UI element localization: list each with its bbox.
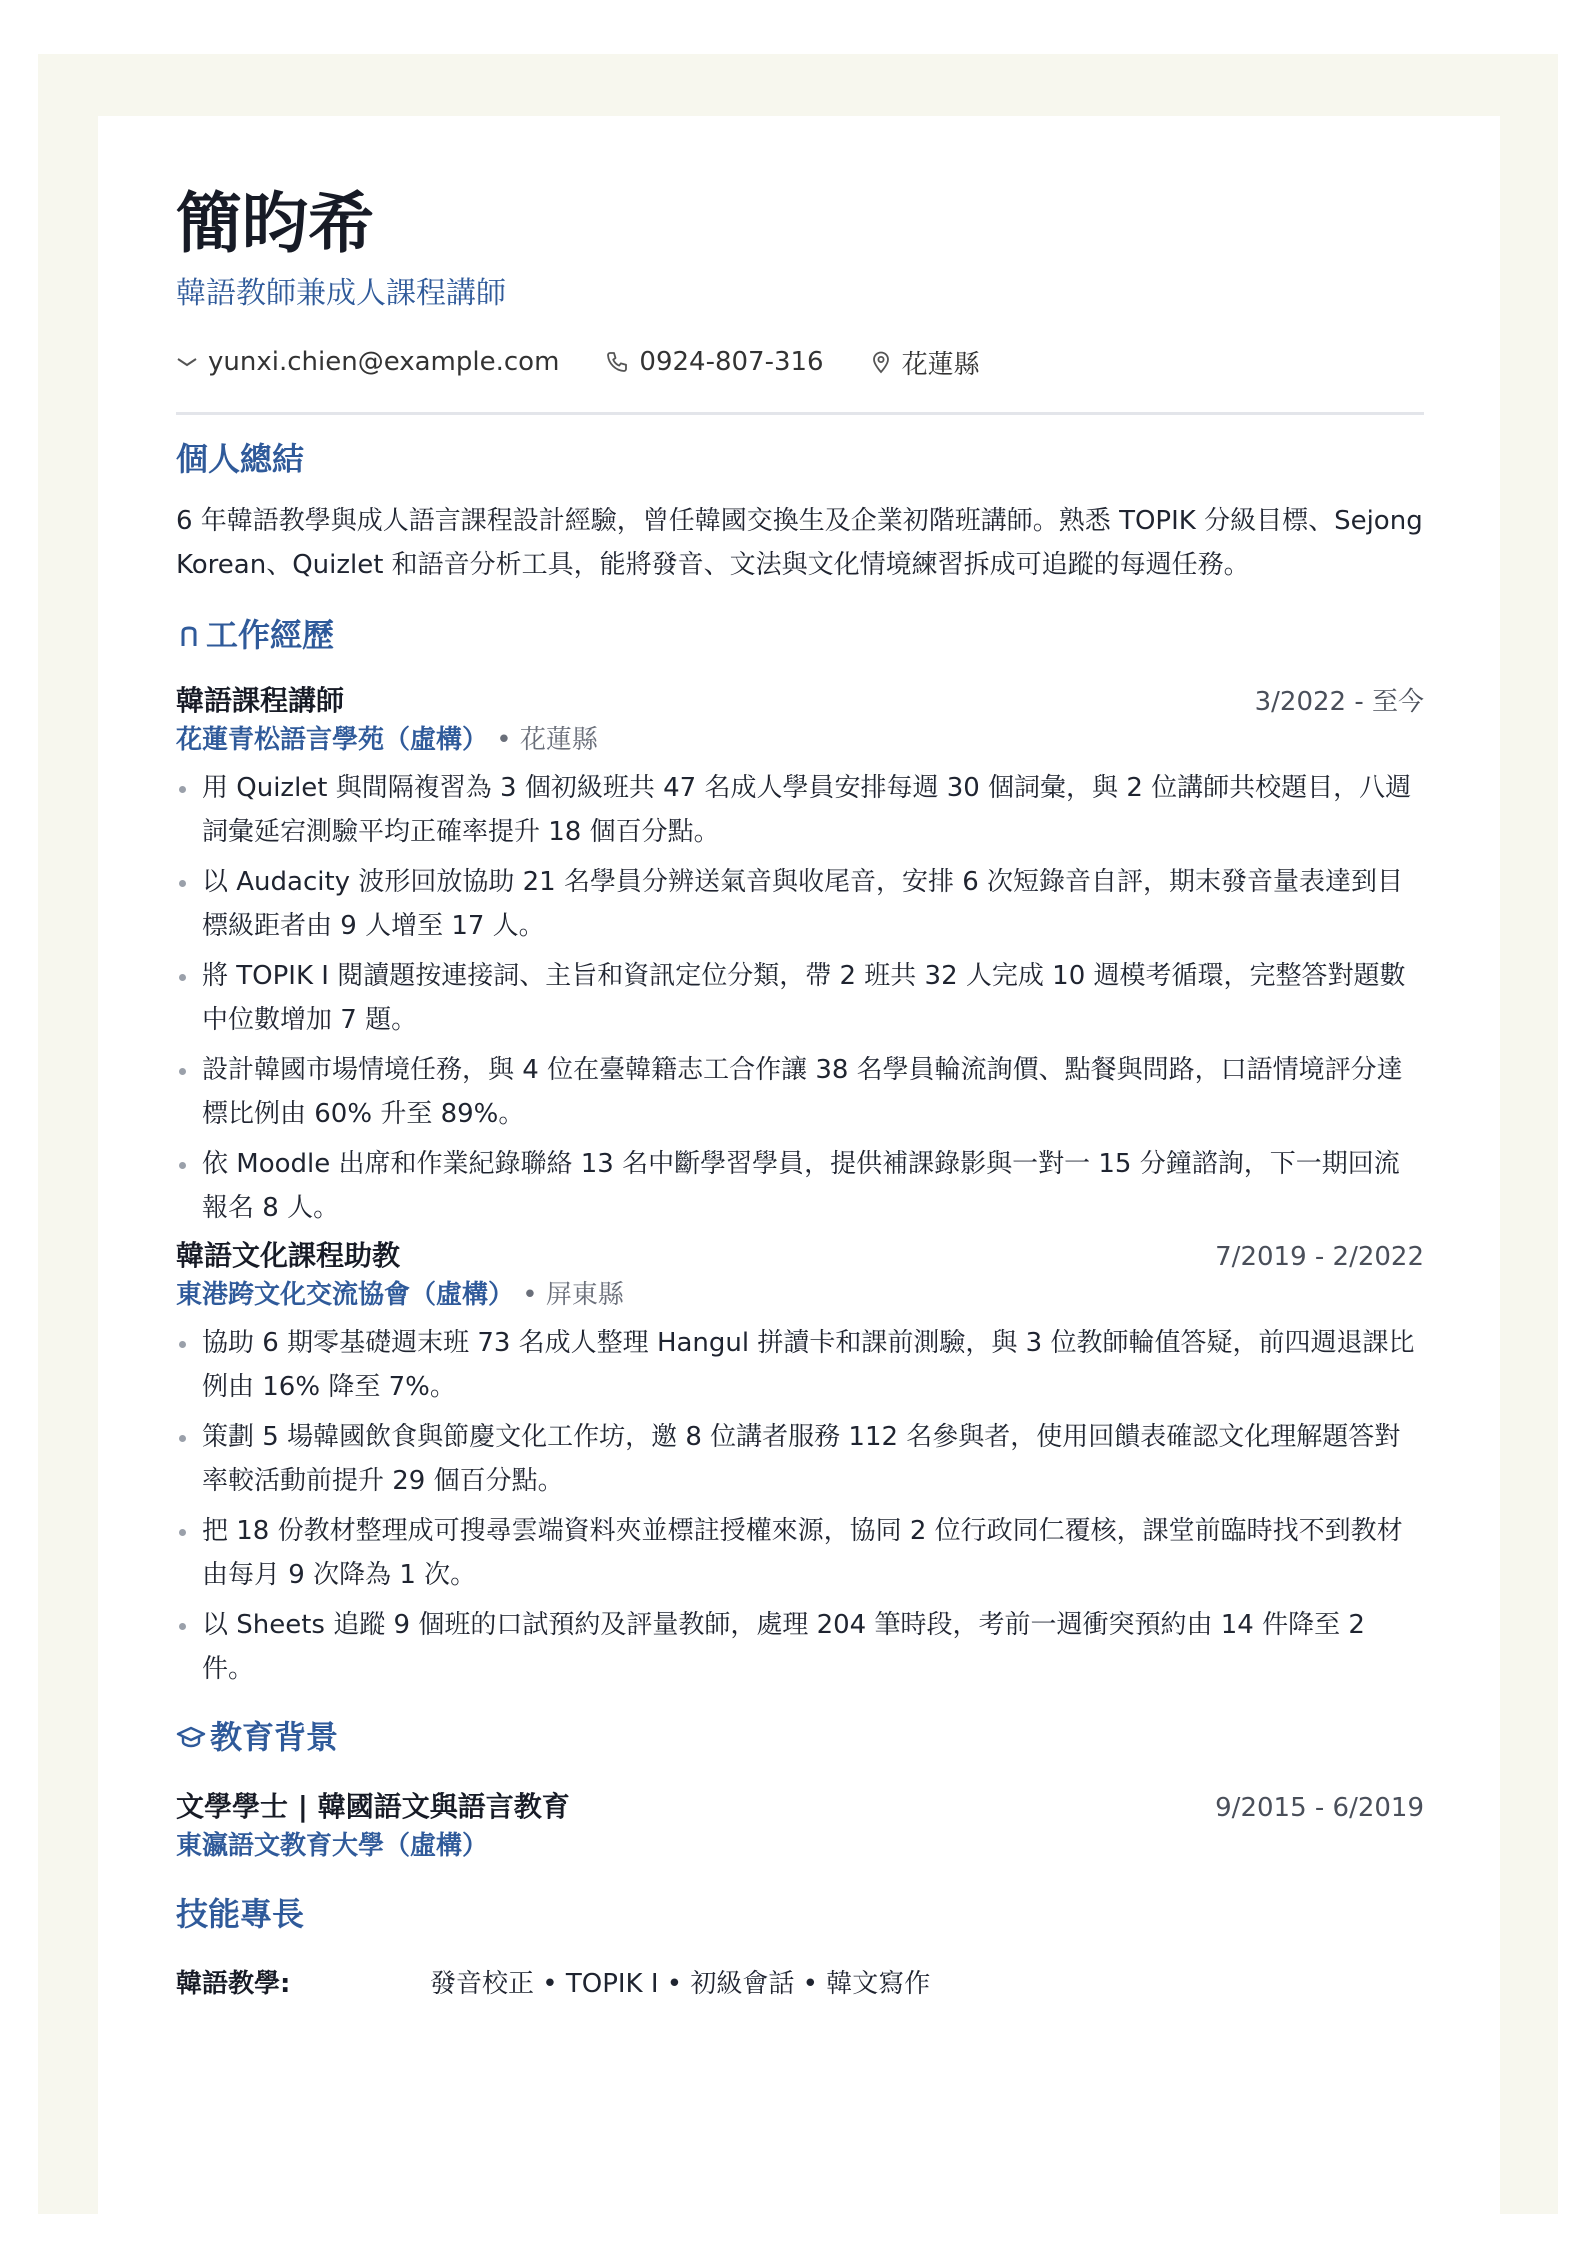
briefcase-icon	[176, 620, 202, 650]
summary-text: 6 年韓語教學與成人語言課程設計經驗，曾任韓國交換生及企業初階班講師。熟悉 TOPIK 分級目標、Sejong Korean、Quizlet 和語音分析工具，能將發音、文法與文化情境練習拆成可追蹤的每週任務。	[176, 506, 1423, 580]
candidate-name: 簡昀希	[176, 185, 374, 262]
job-org-line	[176, 722, 1424, 758]
job-bullet: 設計韓國市場情境任務，與 4 位在臺韓籍志工合作讓 38 名學員輪流詢價、點餐與問路，口語情境評分達標比例由 60% 升至 89%。	[176, 1048, 1424, 1136]
school-name: 東瀛語文教育大學（虛構）	[176, 1831, 489, 1861]
job-title: 韓語課程講師	[176, 684, 345, 717]
school-line	[176, 1828, 1424, 1864]
job-bullet: 依 Moodle 出席和作業紀錄聯絡 13 名中斷學習學員，提供補課錄影與一對一 15 分鐘諮詢，下一期回流報名 8 人。	[176, 1142, 1424, 1230]
contact-bar	[176, 342, 1424, 382]
degree: 文學學士 | 韓國語文與語言教育	[176, 1790, 570, 1823]
skill-category: 韓語教學:	[176, 1969, 291, 1999]
job-organization: 花蓮青松語言學苑（虛構）	[176, 725, 489, 755]
job-title: 韓語文化課程助教	[176, 1239, 401, 1272]
contact-phone[interactable]	[605, 347, 823, 377]
graduation-cap-icon	[176, 1723, 206, 1751]
location-pin-icon	[870, 350, 892, 374]
job-header	[176, 1236, 1424, 1277]
education-header	[176, 1787, 1424, 1828]
job-entry	[176, 681, 1424, 1230]
job-bullets	[176, 1321, 1424, 1691]
contact-email[interactable]	[176, 347, 559, 377]
job-date: 7/2019 - 2/2022	[1215, 1242, 1424, 1272]
job-bullet: 將 TOPIK I 閱讀題按連接詞、主旨和資訊定位分類，帶 2 班共 32 人完成 10 週模考循環，完整答對題數中位數增加 7 題。	[176, 954, 1424, 1042]
education-title-text: 教育背景	[210, 1718, 339, 1756]
education-entry	[176, 1787, 1424, 1864]
candidate-headline: 韓語教師兼成人課程講師	[176, 276, 506, 311]
job-bullet: 以 Audacity 波形回放協助 21 名學員分辨送氣音與收尾音，安排 6 次短錄音自評，期末發音量表達到目標級距者由 9 人增至 17 人。	[176, 860, 1424, 948]
job-org-line	[176, 1277, 1424, 1313]
job-entry	[176, 1236, 1424, 1691]
section-work-title	[176, 613, 1424, 657]
job-bullet: 協助 6 期零基礎週末班 73 名成人整理 Hangul 拼讀卡和課前測驗，與 3 位教師輪值答疑，前四週退課比例由 16% 降至 7%。	[176, 1321, 1424, 1409]
job-bullet: 用 Quizlet 與間隔複習為 3 個初級班共 47 名成人學員安排每週 30 個詞彙，與 2 位講師共校題目，八週詞彙延宕測驗平均正確率提升 18 個百分點。	[176, 766, 1424, 854]
skills-title-text: 技能專長	[176, 1895, 305, 1933]
summary-title-text: 個人總結	[176, 440, 305, 478]
job-location: • 屏東縣	[522, 1280, 624, 1310]
resume-content	[176, 184, 1424, 2004]
job-bullet: 策劃 5 場韓國飲食與節慶文化工作坊，邀 8 位講者服務 112 名參與者，使用回饋表確認文化理解題答對率較活動前提升 29 個百分點。	[176, 1415, 1424, 1503]
location-text: 花蓮縣	[901, 349, 980, 380]
phone-text: 0924-807-316	[639, 347, 824, 377]
email-text: yunxi.chien@example.com	[208, 347, 560, 377]
email-icon	[176, 351, 198, 373]
job-organization: 東港跨文化交流協會（虛構）	[176, 1280, 515, 1310]
skill-items: 發音校正 • TOPIK I • 初級會話 • 韓文寫作	[430, 1969, 931, 1999]
work-title-text: 工作經歷	[206, 616, 335, 654]
education-date: 9/2015 - 6/2019	[1215, 1793, 1424, 1823]
section-summary-title	[176, 437, 1424, 481]
section-skills-title	[176, 1892, 1424, 1936]
job-header	[176, 681, 1424, 722]
phone-icon	[605, 350, 629, 374]
section-education-title	[176, 1715, 1424, 1759]
job-date: 3/2022 - 至今	[1254, 687, 1424, 717]
skill-row	[176, 1964, 1424, 2004]
contact-location	[870, 344, 980, 381]
job-bullets	[176, 766, 1424, 1230]
job-bullet: 把 18 份教材整理成可搜尋雲端資料夾並標註授權來源，協同 2 位行政同仁覆核，課堂前臨時找不到教材由每月 9 次降為 1 次。	[176, 1509, 1424, 1597]
header-divider	[176, 412, 1424, 415]
job-location: • 花蓮縣	[496, 725, 598, 755]
job-bullet: 以 Sheets 追蹤 9 個班的口試預約及評量教師，處理 204 筆時段，考前一週衝突預約由 14 件降至 2 件。	[176, 1603, 1424, 1691]
